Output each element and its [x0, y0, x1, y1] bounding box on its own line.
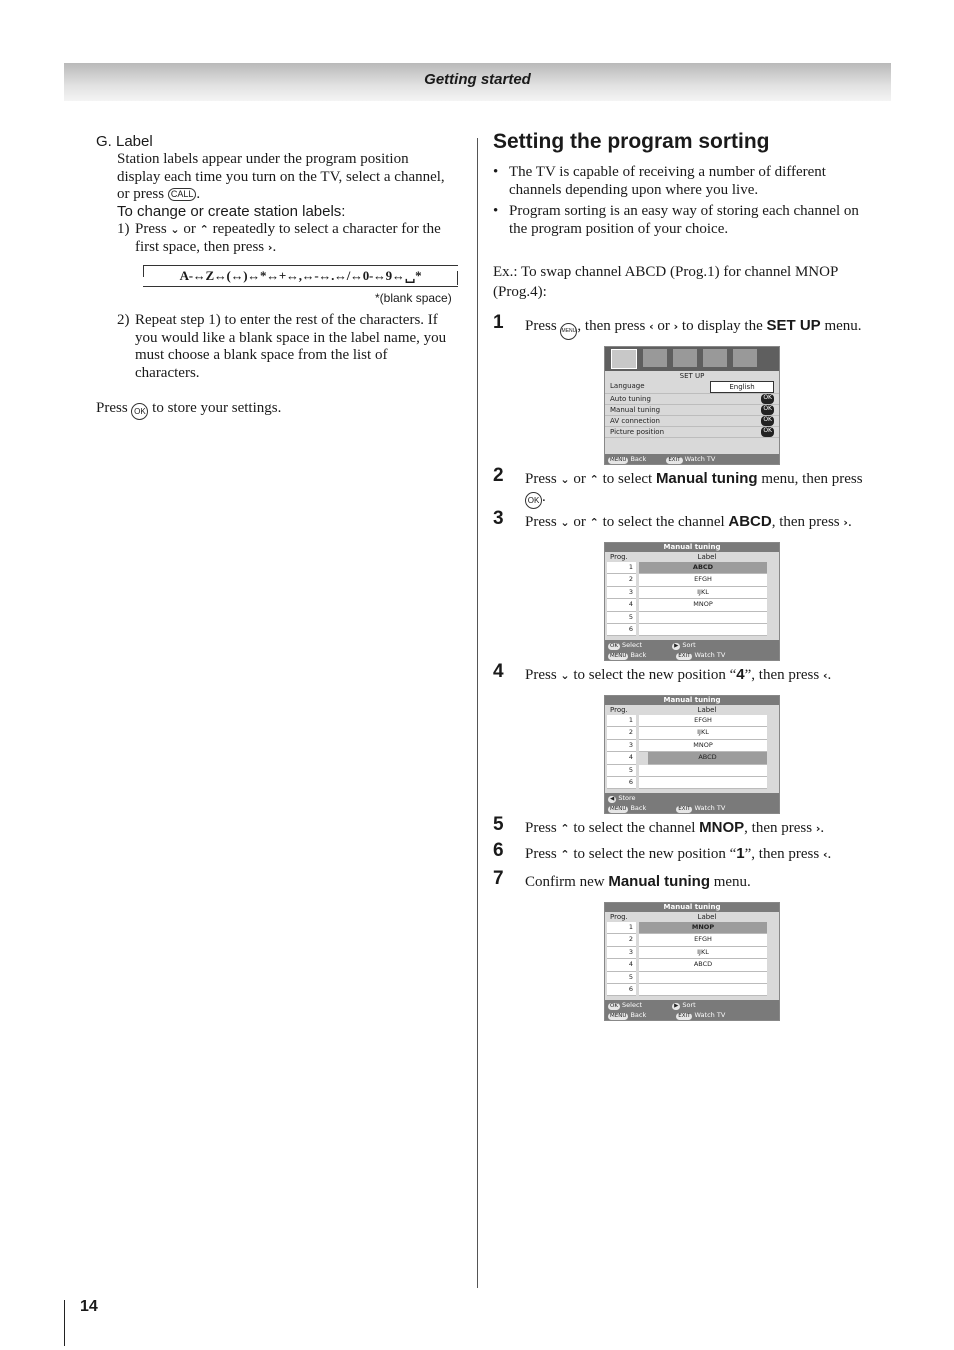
setup-tab-icon [733, 349, 757, 367]
sort-label: Sort [682, 1001, 696, 1009]
tuning-row-prog: 4 [607, 752, 636, 764]
prog-column-header: Prog. [610, 706, 628, 714]
sort-label: Sort [682, 641, 696, 649]
step-number-1: 1 [493, 312, 504, 333]
menu-icon: MENU [610, 806, 627, 812]
tuning-row [605, 574, 779, 586]
setup-row-label: Auto tuning [610, 395, 651, 403]
tuning-header [605, 552, 779, 562]
left-arrow-icon: ‹ [649, 320, 654, 333]
up-arrow-icon: ⌃ [199, 223, 209, 236]
store-label: Store [618, 794, 636, 802]
tuning-row-label: IJKL [639, 947, 767, 959]
manual-tuning-screen-c [604, 902, 780, 1021]
footer-line-2 [608, 1010, 779, 1020]
tuning-row-prog: 2 [607, 934, 636, 946]
tuning-footer [605, 793, 779, 813]
prog-column-header: Prog. [610, 553, 628, 561]
menu-button-icon: MENU [560, 323, 577, 340]
exit-icon: EXIT [678, 806, 691, 812]
tuning-row-label: MNOP [639, 599, 767, 611]
bullet-list: • The TV is capable of receiving a number of different channels depending upon where you live. • Program sorting is an easy way of storing each channel on the program position of your choice. [493, 164, 859, 237]
setup-row [605, 405, 779, 416]
page-title: Setting the program sorting [493, 130, 770, 153]
subheading: To change or create station labels: [117, 203, 346, 220]
footer-line-2 [608, 803, 779, 813]
tuning-row-label: EFGH [639, 934, 767, 946]
watch-tv-label: Watch TV [694, 651, 726, 659]
page-number: 14 [80, 1298, 98, 1315]
down-arrow-icon: ⌄ [170, 223, 180, 236]
tuning-footer [605, 1000, 779, 1020]
tuning-row [605, 599, 779, 611]
right-arrow-icon: › [267, 240, 273, 254]
tuning-row-label: ABCD [648, 752, 767, 764]
tuning-row [605, 922, 779, 934]
g-label-heading: G. Label [96, 133, 153, 150]
tuning-row-prog: 6 [607, 624, 636, 636]
tuning-row [605, 612, 779, 624]
back-label: Back [630, 804, 647, 812]
step-number-7: 7 [493, 868, 504, 889]
tuning-title: Manual tuning [605, 543, 779, 552]
tuning-row-label [639, 765, 767, 777]
manual-tuning-screen-a [604, 542, 780, 661]
tuning-row [605, 562, 779, 574]
tuning-row-prog: 5 [607, 612, 636, 624]
step-6-text: Press ⌃ to select the new position “1”, then press ‹. [525, 845, 832, 862]
setup-row [605, 381, 779, 394]
step-5-text: Press ⌃ to select the channel MNOP, then press ›. [525, 819, 825, 836]
tuning-row [605, 752, 779, 764]
step-number-4: 4 [493, 661, 504, 682]
footer-line-2 [608, 650, 779, 660]
tuning-row-prog: 2 [607, 574, 636, 586]
tuning-row [605, 624, 779, 636]
step-number-6: 6 [493, 840, 504, 861]
sound-tab-icon [643, 349, 667, 367]
tuning-row-label [639, 984, 767, 996]
label-column-header: Label [697, 913, 717, 921]
menu-icon: MENU [610, 1013, 627, 1019]
tuning-row-prog: 5 [607, 972, 636, 984]
tuning-row-prog: 6 [607, 984, 636, 996]
tuning-row [605, 715, 779, 727]
step-1-text: Press MENU, then press ‹ or › to display the SET UP menu. [525, 317, 895, 340]
feature-tab-icon [673, 349, 697, 367]
setup-row [605, 427, 779, 438]
store-instruction: Press OK to store your settings. [96, 400, 281, 420]
step-3-text: Press ⌄ or ⌃ to select the channel ABCD, then press ›. [525, 513, 852, 530]
tuning-title: Manual tuning [605, 696, 779, 705]
setup-row [605, 416, 779, 427]
step1-text: Press ⌄ or ⌃ repeatedly to select a character for the first space, then press ›. [135, 221, 441, 255]
setup-menu-screen [604, 346, 780, 465]
setup-row-label: Language [610, 382, 645, 390]
example-text: Ex.: To swap channel ABCD (Prog.1) for channel MNOP (Prog.4): [493, 264, 839, 300]
exit-icon: EXIT [678, 653, 691, 659]
exit-icon: EXIT [678, 1013, 691, 1019]
tuning-row-label [639, 972, 767, 984]
call-button-icon: CALL [168, 188, 197, 201]
tuning-row-label: MNOP [639, 740, 767, 752]
tuning-row-prog: 5 [607, 765, 636, 777]
step-4-text: Press ⌄ to select the new position “4”, then press ‹. [525, 666, 832, 683]
tuning-row-prog: 3 [607, 587, 636, 599]
setup-row-label: Picture position [610, 428, 665, 436]
step2-text: Repeat step 1) to enter the rest of the characters. If you would like a blank space in the label name, you must choose a blank space from the list of characters. [135, 312, 447, 381]
ok-badge-icon: OK [761, 427, 774, 437]
tuning-row-label [639, 612, 767, 624]
tuning-header [605, 705, 779, 715]
tuning-row-prog: 4 [607, 959, 636, 971]
tuning-row-prog: 3 [607, 740, 636, 752]
ok-button-icon: OK [131, 403, 148, 420]
tuning-row-prog: 4 [607, 599, 636, 611]
tuning-row [605, 740, 779, 752]
prog-column-header: Prog. [610, 913, 628, 921]
play-icon: ▶ [674, 643, 679, 649]
ok-icon: OK [610, 1003, 618, 1009]
step-number-2: 2 [493, 465, 504, 486]
play-icon: ▶ [674, 1003, 679, 1009]
tuning-row [605, 984, 779, 996]
tuning-footer [605, 640, 779, 660]
tuning-row-label [639, 777, 767, 789]
tuning-row-label: ABCD [639, 959, 767, 971]
step1-number: 1) [117, 221, 130, 237]
setup-footer: MENU Back EXIT Watch TV [605, 454, 779, 464]
tuning-row-label: IJKL [639, 727, 767, 739]
setup-row-label: AV connection [610, 417, 660, 425]
picture-tab-icon [611, 349, 637, 369]
tuning-row [605, 934, 779, 946]
select-label: Select [622, 1001, 643, 1009]
tuning-row [605, 777, 779, 789]
tuning-row [605, 727, 779, 739]
tuning-row-prog: 1 [607, 715, 636, 727]
label-column-header: Label [697, 706, 717, 714]
character-sequence: A-↔Z↔(↔)↔*↔+↔,↔-↔.↔/↔0-↔9↔␣* [143, 265, 458, 287]
ok-icon: OK [610, 643, 618, 649]
page-margin-line [64, 1300, 65, 1346]
tuning-title: Manual tuning [605, 903, 779, 912]
ok-button-icon: OK [525, 492, 542, 509]
manual-tuning-screen-b [604, 695, 780, 814]
step-7-text: Confirm new Manual tuning menu. [525, 873, 751, 890]
footer-line-1 [608, 640, 779, 650]
footer-line-1 [608, 793, 779, 803]
setup-title: SET UP [679, 372, 705, 380]
back-label: Back [630, 1011, 647, 1019]
tuning-row-prog: 2 [607, 727, 636, 739]
watch-tv-label: Watch TV [694, 1011, 726, 1019]
ok-badge-icon: OK [761, 394, 774, 404]
header-band [64, 63, 891, 101]
column-divider [477, 138, 478, 1288]
tuning-row-label: IJKL [639, 587, 767, 599]
section-title: Getting started [424, 71, 531, 88]
blank-space-note: *(blank space) [375, 291, 452, 305]
back-label: Back [630, 651, 647, 659]
setup-menu-tabs [605, 347, 779, 371]
right-arrow-icon: › [673, 320, 679, 333]
tuning-row-prog: 6 [607, 777, 636, 789]
step2-number: 2) [117, 312, 130, 328]
left-arrow-icon: ◀ [610, 796, 615, 802]
tuning-row-prog: 1 [607, 562, 636, 574]
label-column-header: Label [697, 553, 717, 561]
setup-rows [605, 381, 779, 438]
ok-badge-icon: OK [761, 416, 774, 426]
timer-tab-icon [703, 349, 727, 367]
tuning-row-label: ABCD [639, 562, 767, 574]
tuning-row-prog: 1 [607, 922, 636, 934]
step-number-5: 5 [493, 814, 504, 835]
tuning-row-label: EFGH [639, 574, 767, 586]
menu-icon: MENU [610, 653, 627, 659]
footer-line-1 [608, 1000, 779, 1010]
tuning-header [605, 912, 779, 922]
tuning-row [605, 587, 779, 599]
tuning-row [605, 959, 779, 971]
tuning-row-label [639, 624, 767, 636]
tuning-row-label: EFGH [639, 715, 767, 727]
setup-row-value: English [710, 381, 774, 393]
tuning-row-label: MNOP [639, 922, 767, 934]
setup-row-label: Manual tuning [610, 406, 661, 414]
tuning-row [605, 765, 779, 777]
select-label: Select [622, 641, 643, 649]
step-number-3: 3 [493, 508, 504, 529]
tuning-row [605, 972, 779, 984]
setup-row [605, 394, 779, 405]
watch-tv-label: Watch TV [694, 804, 726, 812]
tuning-row-prog: 3 [607, 947, 636, 959]
ok-badge-icon: OK [761, 405, 774, 415]
step-2-text: Press ⌄ or ⌃ to select Manual tuning menu, then press OK . [525, 470, 895, 509]
tuning-row [605, 947, 779, 959]
g-label-description: Station labels appear under the program position display each time you turn on the TV, select a channel, or press CALL . [117, 151, 445, 202]
